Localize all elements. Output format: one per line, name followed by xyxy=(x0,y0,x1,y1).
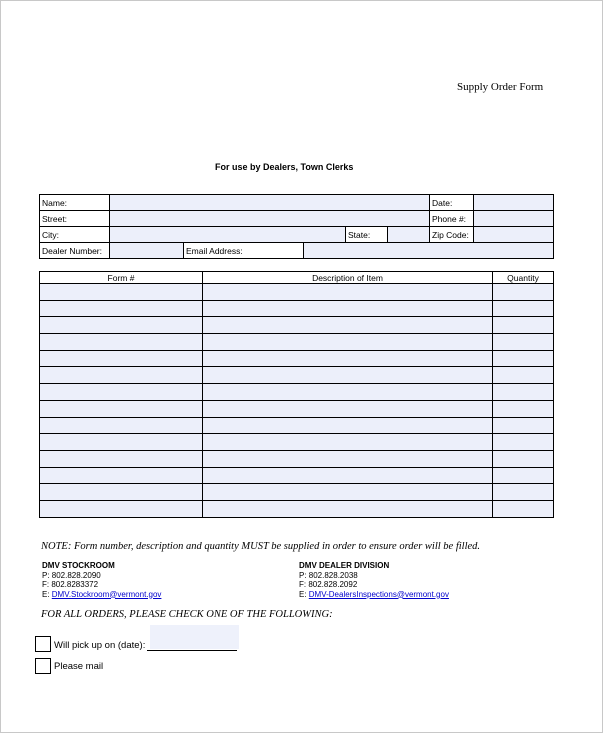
quantity-cell[interactable] xyxy=(493,450,554,467)
form-title: Supply Order Form xyxy=(457,81,544,93)
items-table xyxy=(39,271,554,518)
quantity-cell[interactable] xyxy=(493,500,554,517)
quantity-cell[interactable] xyxy=(493,434,554,451)
mail-label: Please mail xyxy=(54,661,104,672)
table-row xyxy=(40,500,554,517)
table-row xyxy=(40,334,554,351)
description-cell[interactable] xyxy=(203,400,493,417)
contact-email-link[interactable]: DMV-DealersInspections@vermont.gov xyxy=(308,589,449,599)
table-row xyxy=(40,317,554,334)
date-label: Date: xyxy=(430,195,474,211)
date-field[interactable] xyxy=(474,195,554,211)
form-number-cell[interactable] xyxy=(40,284,203,301)
description-cell[interactable] xyxy=(203,367,493,384)
pickup-label: Will pick up on (date): xyxy=(54,640,146,651)
description-cell[interactable] xyxy=(203,434,493,451)
table-row xyxy=(40,434,554,451)
form-number-cell[interactable] xyxy=(40,350,203,367)
dealer-number-field[interactable] xyxy=(110,243,184,259)
dealer-info-table xyxy=(39,194,554,259)
street-field[interactable] xyxy=(110,211,430,227)
description-cell[interactable] xyxy=(203,417,493,434)
orders-instruction: FOR ALL ORDERS, PLEASE CHECK ONE OF THE FOLLOWING: xyxy=(41,609,333,620)
quantity-cell[interactable] xyxy=(493,384,554,401)
zip-field[interactable] xyxy=(474,227,554,243)
city-label: City: xyxy=(40,227,110,243)
city-field[interactable] xyxy=(110,227,346,243)
form-number-cell[interactable] xyxy=(40,467,203,484)
mail-checkbox[interactable] xyxy=(35,658,51,674)
state-field[interactable] xyxy=(388,227,430,243)
form-subtitle: For use by Dealers, Town Clerks xyxy=(215,162,354,172)
quantity-cell[interactable] xyxy=(493,317,554,334)
quantity-cell[interactable] xyxy=(493,417,554,434)
name-field[interactable] xyxy=(110,195,430,211)
pickup-checkbox[interactable] xyxy=(35,636,51,652)
description-cell[interactable] xyxy=(203,317,493,334)
contact-heading: DMV DEALER DIVISION xyxy=(299,561,390,570)
description-cell[interactable] xyxy=(203,300,493,317)
form-number-cell[interactable] xyxy=(40,484,203,501)
contact-fax: F: 802.8283372 xyxy=(42,580,99,589)
quantity-cell[interactable] xyxy=(493,334,554,351)
pickup-option xyxy=(54,640,237,651)
contact-stockroom xyxy=(42,561,161,599)
contact-fax: F: 802.828.2092 xyxy=(299,580,358,589)
contact-email-prefix: E: xyxy=(42,589,52,599)
note-text: NOTE: Form number, description and quantity MUST be supplied in order to ensure order will be filled. xyxy=(41,541,481,552)
form-number-cell[interactable] xyxy=(40,367,203,384)
table-row xyxy=(40,300,554,317)
email-field[interactable] xyxy=(304,243,554,259)
quantity-cell[interactable] xyxy=(493,300,554,317)
zip-label: Zip Code: xyxy=(430,227,474,243)
street-label: Street: xyxy=(40,211,110,227)
state-label: State: xyxy=(346,227,388,243)
phone-field[interactable] xyxy=(474,211,554,227)
quantity-cell[interactable] xyxy=(493,484,554,501)
description-cell[interactable] xyxy=(203,284,493,301)
table-row xyxy=(40,467,554,484)
pickup-date-line xyxy=(147,641,237,651)
form-number-cell[interactable] xyxy=(40,384,203,401)
form-number-cell[interactable] xyxy=(40,450,203,467)
contact-dealer-division xyxy=(299,561,449,599)
description-cell[interactable] xyxy=(203,467,493,484)
column-header-description: Description of Item xyxy=(203,272,493,284)
description-cell[interactable] xyxy=(203,450,493,467)
quantity-cell[interactable] xyxy=(493,284,554,301)
quantity-cell[interactable] xyxy=(493,467,554,484)
form-number-cell[interactable] xyxy=(40,317,203,334)
contact-heading: DMV STOCKROOM xyxy=(42,561,115,570)
form-number-cell[interactable] xyxy=(40,417,203,434)
description-cell[interactable] xyxy=(203,384,493,401)
column-header-form-number: Form # xyxy=(40,272,203,284)
form-number-cell[interactable] xyxy=(40,300,203,317)
table-row xyxy=(40,484,554,501)
phone-label: Phone #: xyxy=(430,211,474,227)
dealer-number-label: Dealer Number: xyxy=(40,243,110,259)
description-cell[interactable] xyxy=(203,500,493,517)
description-cell[interactable] xyxy=(203,350,493,367)
description-cell[interactable] xyxy=(203,334,493,351)
table-row xyxy=(40,284,554,301)
contact-email-link[interactable]: DMV.Stockroom@vermont.gov xyxy=(51,589,162,599)
quantity-cell[interactable] xyxy=(493,400,554,417)
form-number-cell[interactable] xyxy=(40,334,203,351)
contact-phone: P: 802.828.2090 xyxy=(42,570,101,580)
table-row xyxy=(40,367,554,384)
table-row xyxy=(40,417,554,434)
quantity-cell[interactable] xyxy=(493,350,554,367)
form-number-cell[interactable] xyxy=(40,434,203,451)
quantity-cell[interactable] xyxy=(493,367,554,384)
contact-email-prefix: E: xyxy=(299,589,309,599)
table-row xyxy=(40,384,554,401)
table-row xyxy=(40,350,554,367)
contact-phone: P: 802.828.2038 xyxy=(299,570,358,580)
description-cell[interactable] xyxy=(203,484,493,501)
column-header-quantity: Quantity xyxy=(493,272,554,284)
email-label: Email Address: xyxy=(184,243,304,259)
form-number-cell[interactable] xyxy=(40,400,203,417)
form-number-cell[interactable] xyxy=(40,500,203,517)
table-row xyxy=(40,450,554,467)
table-row xyxy=(40,400,554,417)
name-label: Name: xyxy=(40,195,110,211)
